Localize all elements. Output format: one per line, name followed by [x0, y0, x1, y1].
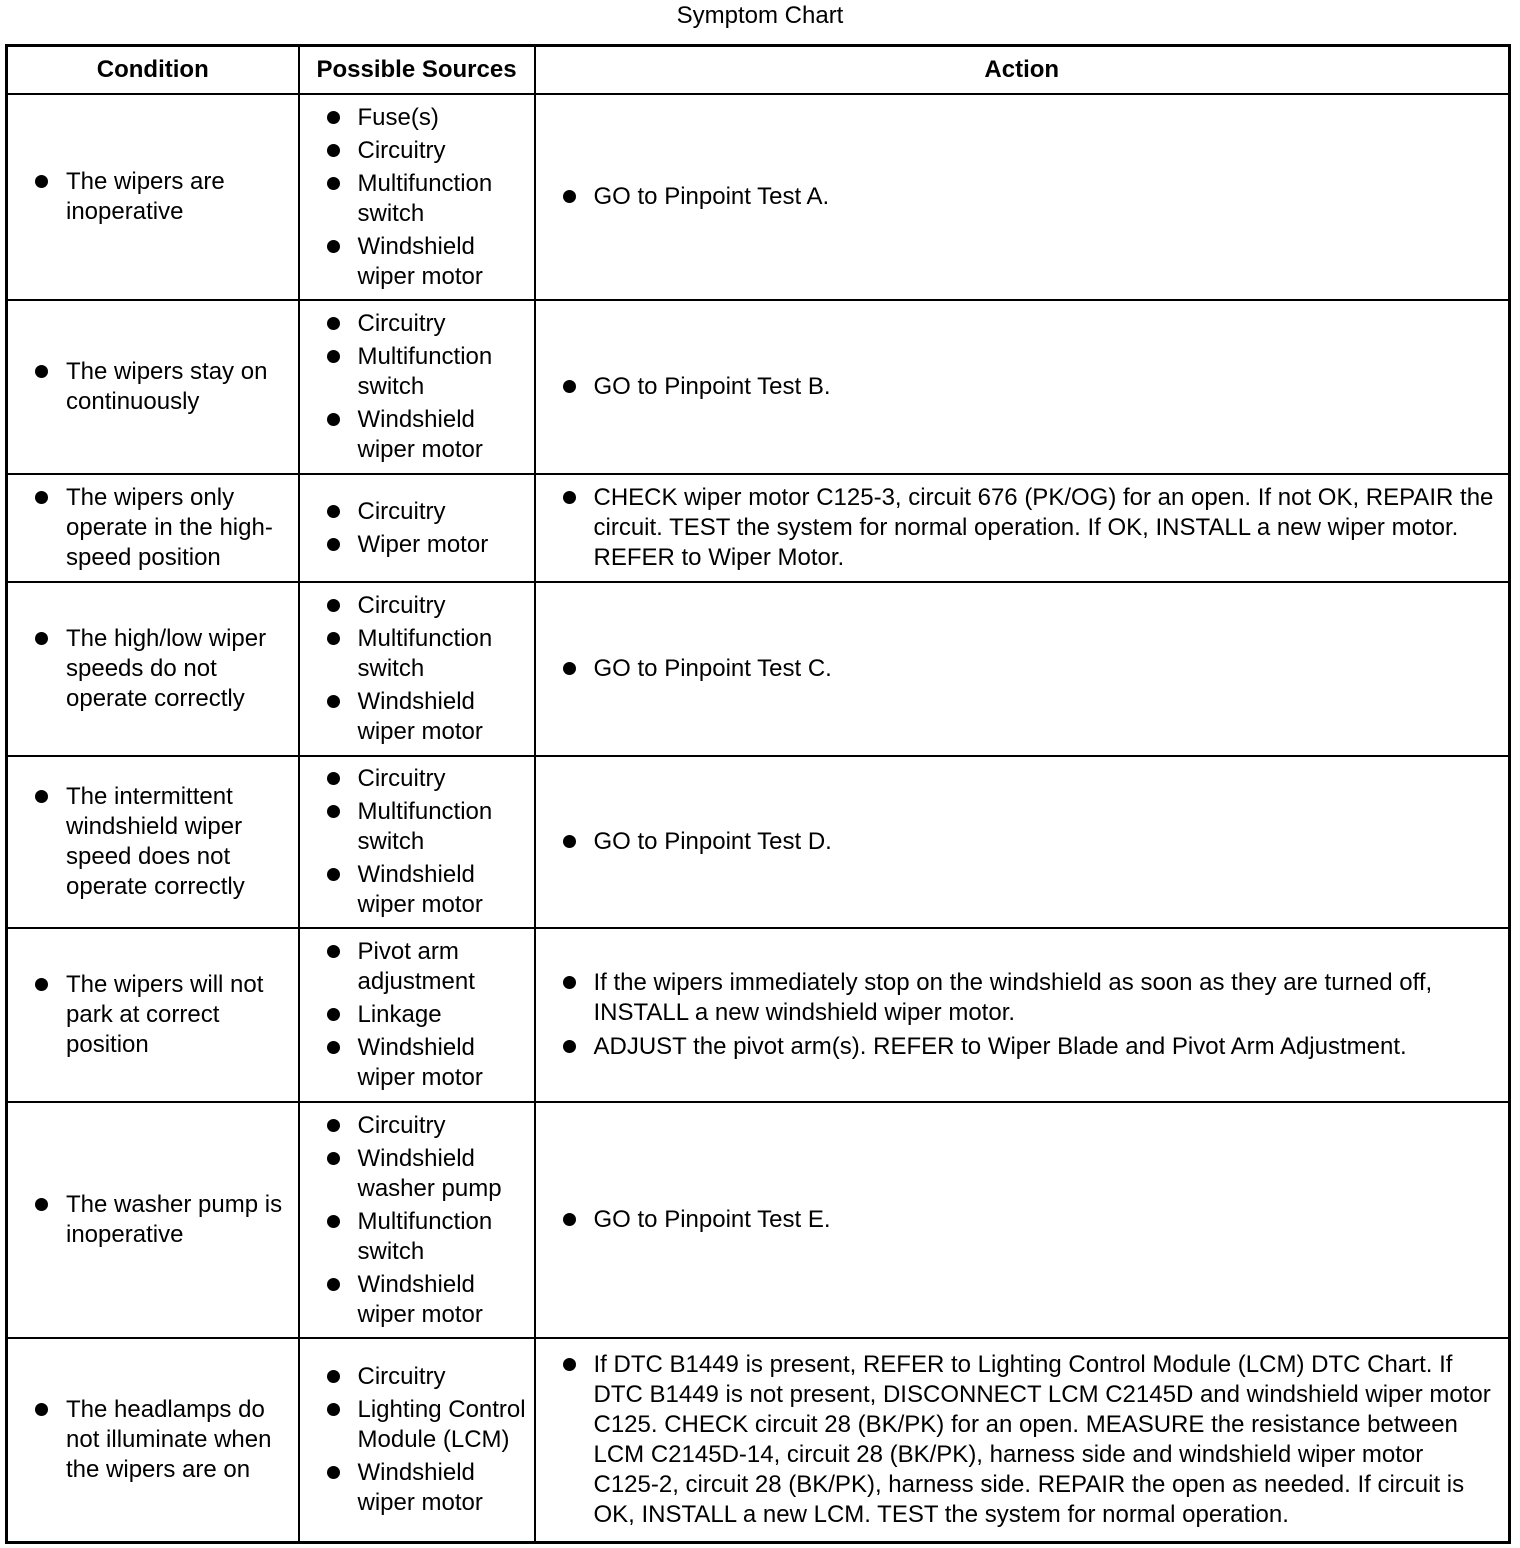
table-row	[7, 756, 1510, 928]
source-item: Windshield wiper motor	[300, 687, 534, 747]
action-cell	[535, 1102, 1510, 1338]
condition-cell	[7, 474, 299, 582]
action-item: CHECK wiper motor C125-3, circuit 676 (PK/OG) for an open. If not OK, REPAIR the circuit. TEST the system for normal operation. If OK, INSTALL a new wiper motor. REFER to Wiper Motor.	[536, 483, 1509, 573]
action-cell	[535, 928, 1510, 1102]
action-item: GO to Pinpoint Test C.	[536, 654, 1509, 684]
condition-cell	[7, 94, 299, 300]
action-item: GO to Pinpoint Test B.	[536, 372, 1509, 402]
source-item: Circuitry	[300, 591, 534, 621]
source-item: Windshield wiper motor	[300, 1033, 534, 1093]
source-item: Multifunction switch	[300, 797, 534, 857]
source-item: Circuitry	[300, 136, 534, 166]
chart-title: Symptom Chart	[676, 2, 844, 29]
sources-cell	[299, 94, 535, 300]
action-cell	[535, 300, 1510, 474]
source-item: Circuitry	[300, 497, 534, 527]
source-item: Circuitry	[300, 309, 534, 339]
sources-cell	[299, 474, 535, 582]
source-item: Windshield wiper motor	[300, 1458, 534, 1518]
condition-cell	[7, 1102, 299, 1338]
source-item: Lighting Control Module (LCM)	[300, 1395, 534, 1455]
condition-cell	[7, 928, 299, 1102]
table-row	[7, 474, 1510, 582]
header-condition: Condition	[7, 46, 299, 95]
table-row	[7, 928, 1510, 1102]
action-cell	[535, 582, 1510, 756]
sources-cell	[299, 1338, 535, 1542]
source-item: Circuitry	[300, 764, 534, 794]
source-item: Windshield washer pump	[300, 1144, 534, 1204]
source-item: Windshield wiper motor	[300, 405, 534, 465]
condition-cell	[7, 300, 299, 474]
source-item: Windshield wiper motor	[300, 1270, 534, 1330]
table-row	[7, 94, 1510, 300]
source-item: Wiper motor	[300, 530, 534, 560]
condition-text: The wipers stay on continuously	[8, 357, 298, 417]
table-row	[7, 1102, 1510, 1338]
action-item: If the wipers immediately stop on the windshield as soon as they are turned off, INSTALL a new windshield wiper motor.	[536, 968, 1509, 1028]
source-item: Fuse(s)	[300, 103, 534, 133]
header-possible-sources: Possible Sources	[299, 46, 535, 95]
condition-text: The high/low wiper speeds do not operate correctly	[8, 624, 298, 714]
action-item: If DTC B1449 is present, REFER to Lighting Control Module (LCM) DTC Chart. If DTC B1449 is not present, DISCONNECT LCM C2145D and windshield wiper motor C125. CHECK circuit 28 (BK/PK) for an open. MEASURE the resistance between LCM C2145D-14, circuit 28 (BK/PK), harness side and windshield wiper motor C125-2, circuit 28 (BK/PK), harness side. REPAIR the open as needed. If circuit is OK, INSTALL a new LCM. TEST the system for normal operation.	[536, 1350, 1509, 1530]
condition-text: The intermittent windshield wiper speed does not operate correctly	[8, 782, 298, 902]
condition-text: The wipers are inoperative	[8, 167, 298, 227]
header-row	[7, 46, 1510, 95]
action-item: ADJUST the pivot arm(s). REFER to Wiper Blade and Pivot Arm Adjustment.	[536, 1032, 1509, 1062]
condition-text: The headlamps do not illuminate when the wipers are on	[8, 1395, 298, 1485]
table-row	[7, 1338, 1510, 1542]
action-item: GO to Pinpoint Test D.	[536, 827, 1509, 857]
action-cell	[535, 756, 1510, 928]
source-item: Circuitry	[300, 1362, 534, 1392]
source-item: Pivot arm adjustment	[300, 937, 534, 997]
condition-cell	[7, 582, 299, 756]
action-cell	[535, 474, 1510, 582]
action-cell	[535, 1338, 1510, 1542]
table-row	[7, 300, 1510, 474]
source-item: Windshield wiper motor	[300, 860, 534, 920]
source-item: Multifunction switch	[300, 1207, 534, 1267]
source-item: Multifunction switch	[300, 342, 534, 402]
source-item: Multifunction switch	[300, 624, 534, 684]
condition-cell	[7, 756, 299, 928]
source-item: Multifunction switch	[300, 169, 534, 229]
symptom-table	[5, 44, 1511, 1544]
sources-cell	[299, 582, 535, 756]
action-cell	[535, 94, 1510, 300]
sources-cell	[299, 928, 535, 1102]
condition-text: The wipers only operate in the high-speed position	[8, 483, 298, 573]
sources-cell	[299, 300, 535, 474]
condition-cell	[7, 1338, 299, 1542]
source-item: Linkage	[300, 1000, 534, 1030]
header-action: Action	[535, 46, 1510, 95]
sources-cell	[299, 756, 535, 928]
action-item: GO to Pinpoint Test A.	[536, 182, 1509, 212]
source-item: Circuitry	[300, 1111, 534, 1141]
condition-text: The wipers will not park at correct position	[8, 970, 298, 1060]
sources-cell	[299, 1102, 535, 1338]
action-item: GO to Pinpoint Test E.	[536, 1205, 1509, 1235]
source-item: Windshield wiper motor	[300, 232, 534, 292]
table-row	[7, 582, 1510, 756]
condition-text: The washer pump is inoperative	[8, 1190, 298, 1250]
